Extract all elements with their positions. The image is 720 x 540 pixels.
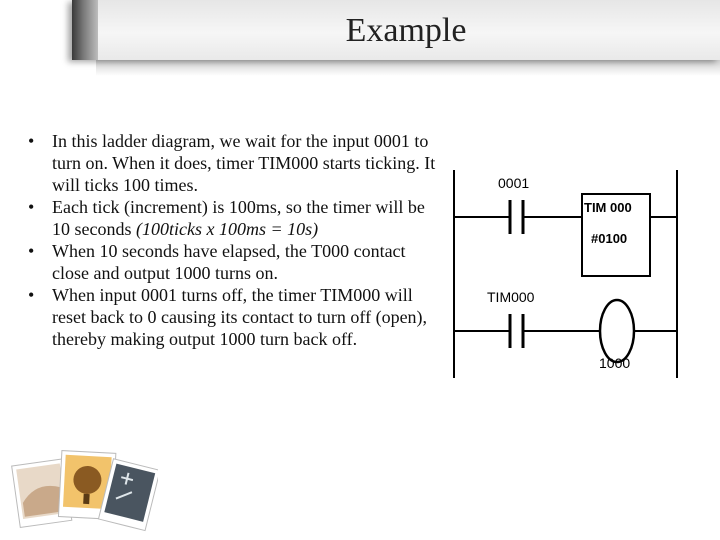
bullet-text: In this ladder diagram, we wait for the input 0001 to turn on. When it does, timer TIM000 starts ticking. It will ticks 100 times. — [52, 131, 436, 195]
output-coil-icon — [600, 300, 634, 362]
timer-preset-label: #0100 — [591, 231, 628, 246]
slide-title: Example — [345, 12, 467, 49]
bullet-icon: • — [28, 285, 35, 305]
bullet-item — [24, 284, 444, 350]
bullet-icon: • — [28, 197, 35, 217]
bullet-item — [24, 130, 444, 196]
bullet-item — [24, 196, 444, 240]
bullet-text: Each tick (increment) is 100ms, so the timer will be 10 seconds — [52, 197, 425, 239]
bullet-list — [24, 130, 444, 350]
timer-name-label: TIM 000 — [584, 200, 632, 215]
ladder-diagram — [440, 150, 720, 380]
decorative-photo-stack — [8, 440, 158, 536]
rung1-contact-label: 0001 — [498, 175, 530, 191]
bullet-icon: • — [28, 241, 35, 261]
bullet-icon: • — [28, 131, 35, 151]
bullet-item — [24, 240, 444, 284]
rung2-contact-label: TIM000 — [487, 289, 535, 305]
title-accent — [72, 0, 98, 60]
bullet-text: When input 0001 turns off, the timer TIM000 will reset back to 0 causing its contact to turn off (open), thereby making output 1000 turn back off. — [52, 285, 428, 349]
bullet-italic-text: (100ticks x 100ms = 10s) — [136, 219, 319, 239]
bullet-text: When 10 seconds have elapsed, the T000 contact close and output 1000 turns on. — [52, 241, 406, 283]
output-coil-label: 1000 — [599, 355, 631, 371]
title-shadow — [96, 60, 720, 76]
